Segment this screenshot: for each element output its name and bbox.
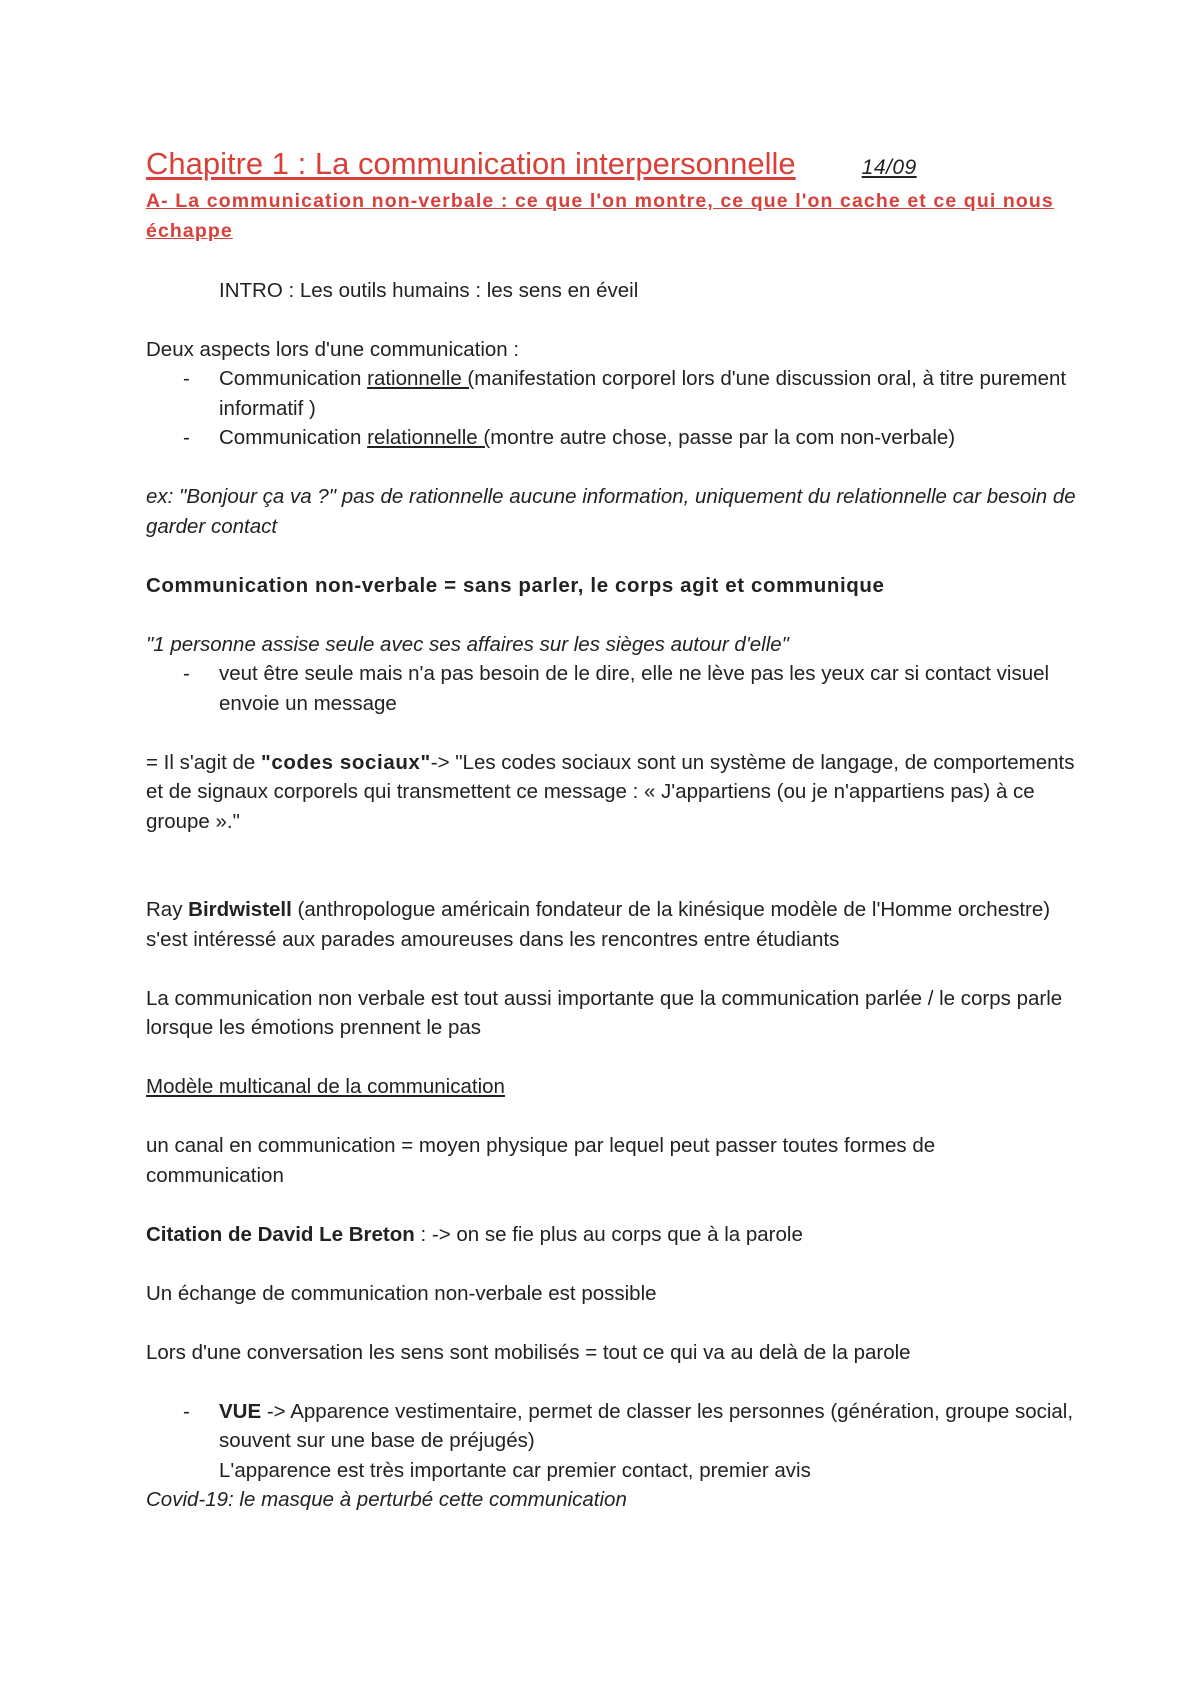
list-item: - veut être seule mais n'a pas besoin de le dire, elle ne lève pas les yeux car si contact visuel envoie un message [146, 659, 1076, 718]
dash-bullet: - [183, 426, 190, 449]
intro-line: INTRO : Les outils humains : les sens en éveil [219, 278, 639, 302]
vue-line2: L'apparence est très importante car premier contact, premier avis [219, 1458, 811, 1482]
model-heading: Modèle multicanal de la communication [146, 1075, 505, 1098]
covid-note: Covid-19: le masque à perturbé cette communication [146, 1488, 627, 1511]
chapter-title: Chapitre 1 : La communication interpersonnelle [146, 146, 796, 181]
birdwistell-paragraph: Ray Birdwistell (anthropologue américain fondateur de la kinésique modèle de l'Homme orchestre) s'est intéressé aux parades amoureuses dans les rencontres entre étudiants [146, 898, 1051, 951]
term-rationnelle: rationnelle ( [367, 367, 475, 390]
quote-list [146, 659, 1076, 718]
exchange-paragraph: Un échange de communication non-verbale est possible [146, 1281, 657, 1305]
section-subtitle: A- La communication non-verbale : ce que l'on montre, ce que l'on cache et ce qui nous échappe [146, 190, 1054, 242]
quote-text: "1 personne assise seule avec ses affaires sur les sièges autour d'elle" [146, 632, 789, 656]
dash-bullet: - [183, 367, 190, 390]
dash-bullet: - [183, 1399, 190, 1423]
document-content [146, 146, 1076, 1515]
chapter-date: 14/09 [861, 156, 917, 179]
citation-paragraph: Citation de David Le Breton : -> on se fie plus au corps que à la parole [146, 1222, 803, 1246]
codes-sociaux-term: "codes sociaux" [261, 750, 431, 774]
birdwistell-name: Birdwistell [188, 898, 292, 921]
senses-list [146, 1397, 1076, 1486]
canal-paragraph: un canal en communication = moyen physique par lequel peut passer toutes formes de communication [146, 1134, 936, 1187]
list-item: - VUE -> Apparence vestimentaire, permet de classer les personnes (génération, groupe social, souvent sur une base de préjugés) L'apparence est très importante car premier contact, premier avis [146, 1397, 1076, 1486]
citation-author: Citation de David Le Breton [146, 1222, 415, 1246]
example-text: ex: "Bonjour ça va ?" pas de rationnelle aucune information, uniquement du relationnelle car besoin de garder contact [146, 485, 1076, 538]
aspects-heading: Deux aspects lors d'une communication : [146, 337, 520, 361]
codes-sociaux-paragraph: = Il s'agit de "codes sociaux"-> "Les codes sociaux sont un système de langage, de comportements et de signaux corporels qui transmettent ce message : « J'appartiens (ou je n'appartiens pas) à ce groupe »." [146, 750, 1075, 833]
dash-bullet: - [183, 662, 190, 685]
list-item: - Communication relationnelle (montre autre chose, passe par la com non-verbale) [146, 423, 1076, 453]
definition-text: Communication non-verbale = sans parler, le corps agit et communique [146, 573, 885, 597]
importance-paragraph: La communication non verbale est tout aussi importante que la communication parlée / le corps parle lorsque les émotions prennent le pas [146, 986, 1063, 1039]
list-item: - Communication rationnelle (manifestation corporel lors d'une discussion oral, à titre purement informatif ) [146, 364, 1076, 423]
aspects-list [146, 364, 1076, 453]
vue-term: VUE [219, 1399, 262, 1423]
title-row [146, 146, 1076, 186]
senses-paragraph: Lors d'une conversation les sens sont mobilisés = tout ce qui va au delà de la parole [146, 1340, 911, 1364]
term-relationnelle: relationnelle ( [367, 426, 491, 449]
